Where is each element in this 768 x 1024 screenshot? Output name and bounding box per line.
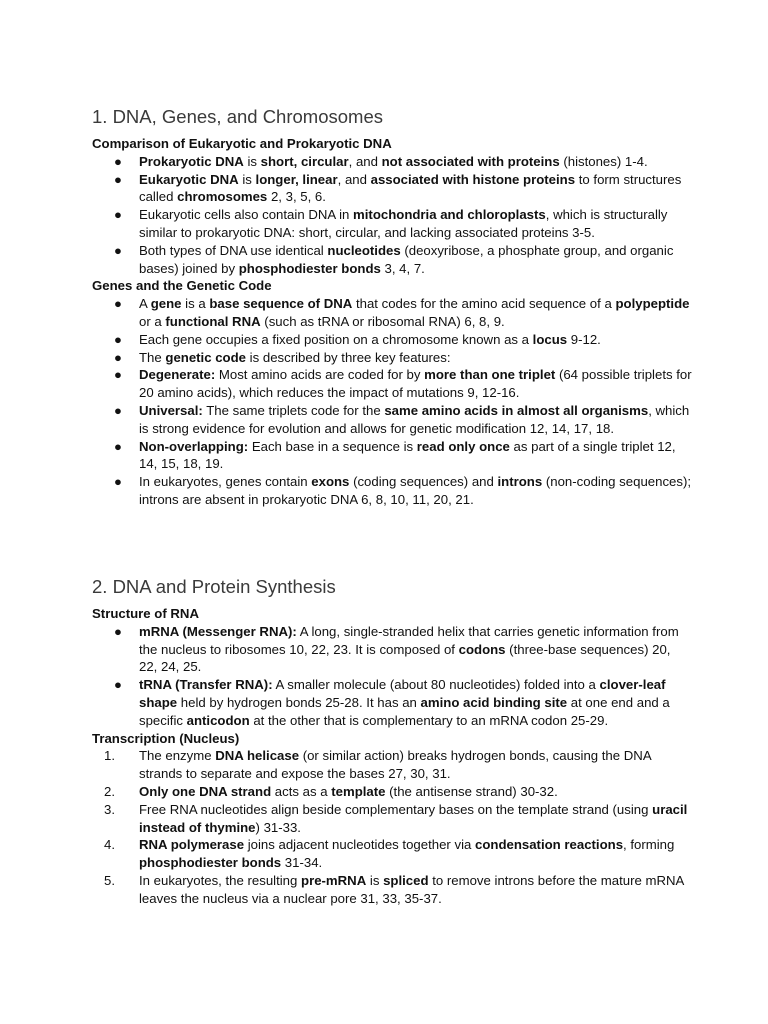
text: is: [366, 872, 384, 888]
text: A smaller molecule (about 80 nucleotides) folded into a: [272, 677, 600, 693]
text: The same triplets code for the: [202, 402, 385, 418]
subsection-rna-structure: [92, 605, 692, 730]
subsection-comparison: [92, 135, 692, 277]
section-dna-protein-synthesis: [92, 575, 692, 908]
bullet-icon: ●: [114, 623, 122, 639]
list-item: [92, 747, 692, 783]
bullet-icon: ●: [114, 171, 122, 187]
text: joins adjacent nucleotides together via: [244, 837, 475, 853]
list-item: [92, 836, 692, 872]
bold-text: chromosomes: [177, 189, 268, 205]
bold-text: short, circular: [260, 153, 349, 169]
bold-text: base sequence of DNA: [209, 296, 353, 312]
text: 31-34.: [281, 855, 323, 871]
list-item: [92, 402, 692, 438]
text: , and: [337, 171, 371, 187]
bold-text: template: [331, 783, 386, 799]
bold-text: same amino acids in almost all organisms: [384, 402, 649, 418]
list-number: 5.: [104, 872, 115, 888]
list-item: [92, 623, 692, 676]
text: (non-coding sequences); introns are absent in prokaryotic DNA 6, 8, 10, 11, 20, 21.: [139, 474, 692, 507]
text: is: [238, 171, 256, 187]
text: The enzyme: [139, 748, 216, 764]
list-item: [92, 206, 692, 242]
text: 9-12.: [567, 331, 601, 347]
bold-text: not associated with proteins: [381, 153, 560, 169]
bullet-icon: ●: [114, 474, 122, 490]
text: (64 possible triplets for 20 amino acids), which reduces the impact of mutations 9, 12-16.: [139, 367, 692, 401]
bold-text: mitochondria and chloroplasts: [353, 207, 546, 223]
bold-text: codons: [458, 641, 506, 657]
text: at one end and a specific: [139, 694, 670, 728]
bold-text: Prokaryotic DNA: [139, 153, 244, 169]
bold-text: polypeptide: [615, 296, 690, 312]
bullet-icon: ●: [114, 349, 122, 365]
bullet-icon: ●: [114, 438, 122, 454]
bold-text: tRNA (Transfer RNA):: [139, 677, 273, 693]
list-item: [92, 872, 692, 908]
text: that codes for the amino acid sequence of a: [352, 296, 616, 312]
subsection-genetic-code: [92, 277, 692, 508]
text: The: [139, 349, 166, 365]
bold-text: DNA helicase: [215, 748, 300, 764]
list-item: [92, 242, 692, 278]
bold-text: mRNA (Messenger RNA):: [139, 623, 297, 639]
list-number: 3.: [104, 801, 115, 817]
list-number: 2.: [104, 783, 115, 799]
text: A long, single-stranded helix that carries genetic information from the nucleus to ribosomes 10, 22, 23. It is composed of: [139, 623, 679, 657]
text: A: [139, 296, 151, 312]
bullet-list: [92, 623, 692, 730]
bold-text: introns: [497, 474, 543, 490]
bold-text: Degenerate:: [139, 367, 216, 383]
section-title: 2. DNA and Protein Synthesis: [92, 576, 336, 597]
text: Each gene occupies a fixed position on a chromosome known as a: [139, 331, 533, 347]
text: at the other that is complementary to an mRNA codon 25-29.: [249, 712, 609, 728]
list-number: 4.: [104, 837, 115, 853]
bold-text: pre-mRNA: [301, 872, 367, 888]
bold-text: phosphodiester bonds: [238, 260, 381, 276]
text: held by hydrogen bonds 25-28. It has an: [177, 694, 421, 710]
text: , and: [348, 153, 382, 169]
text: is a: [181, 296, 210, 312]
bullet-icon: ●: [114, 331, 122, 347]
text: ) 31-33.: [255, 819, 301, 835]
bold-text: condensation reactions: [475, 837, 624, 853]
text: , which is strong evidence for evolution and allows for genetic modification 12, 14, 17, 18.: [139, 402, 690, 436]
section-title: 1. DNA, Genes, and Chromosomes: [92, 106, 383, 127]
bold-text: functional RNA: [165, 313, 261, 329]
bold-text: nucleotides: [327, 242, 401, 258]
text: (deoxyribose, a phosphate group, and organic bases) joined by: [139, 242, 674, 276]
text: (such as tRNA or ribosomal RNA) 6, 8, 9.: [260, 313, 505, 329]
section-dna-genes-chromosomes: [92, 105, 692, 509]
text: Most amino acids are coded for by: [215, 367, 425, 383]
text: (three-base sequences) 20, 22, 24, 25.: [139, 641, 671, 675]
subheading: Structure of RNA: [92, 606, 199, 621]
text: 2, 3, 5, 6.: [267, 189, 326, 205]
bullet-list: [92, 153, 692, 278]
bold-text: Only one DNA strand: [139, 783, 272, 799]
list-item: [92, 366, 692, 402]
bullet-icon: ●: [114, 296, 122, 312]
bold-text: longer, linear: [255, 171, 338, 187]
list-item: [92, 801, 692, 837]
bold-text: amino acid binding site: [420, 694, 568, 710]
list-item: [92, 171, 692, 207]
bullet-icon: ●: [114, 402, 122, 418]
list-item: [92, 438, 692, 474]
text: In eukaryotes, the resulting: [139, 872, 302, 888]
bold-text: phosphodiester bonds: [139, 855, 282, 871]
subheading: Comparison of Eukaryotic and Prokaryotic DNA: [92, 136, 392, 151]
text: or a: [139, 313, 166, 329]
bullet-list: [92, 295, 692, 509]
bold-text: Universal:: [139, 402, 203, 418]
text: Both types of DNA use identical: [139, 242, 328, 258]
list-item: [92, 783, 692, 801]
list-item: [92, 331, 692, 349]
text: In eukaryotes, genes contain: [139, 474, 312, 490]
list-item: [92, 676, 692, 729]
text: acts as a: [271, 783, 332, 799]
text: (coding sequences) and: [349, 474, 498, 490]
numbered-list: [92, 747, 692, 907]
subheading: Genes and the Genetic Code: [92, 278, 272, 294]
list-item: [92, 473, 692, 509]
text: to remove introns before the mature mRNA leaves the nucleus via a nuclear pore 31, 33, 35-37.: [139, 872, 684, 906]
subheading: Transcription (Nucleus): [92, 730, 240, 746]
bullet-icon: ●: [114, 242, 122, 258]
bold-text: Non-overlapping:: [139, 438, 249, 454]
text: , which is structurally similar to prokaryotic DNA: short, circular, and lacking associated proteins 3-5.: [139, 207, 668, 240]
text: Free RNA nucleotides align beside complementary bases on the template strand (using: [139, 801, 653, 817]
list-item: [92, 349, 692, 367]
bold-text: gene: [150, 296, 182, 312]
bullet-icon: ●: [114, 153, 122, 169]
list-item: [92, 153, 692, 171]
text: (or similar action) breaks hydrogen bonds, causing the DNA strands to separate and expose the bases 27, 30, 31.: [139, 748, 651, 782]
bullet-icon: ●: [114, 677, 122, 693]
text: , forming: [623, 837, 675, 853]
text: 3, 4, 7.: [380, 260, 425, 276]
subsection-transcription: [92, 730, 692, 908]
bold-text: read only once: [416, 438, 510, 454]
text: (the antisense strand) 30-32.: [385, 783, 558, 799]
bold-text: RNA polymerase: [139, 837, 245, 853]
text: Each base in a sequence is: [248, 438, 417, 454]
list-number: 1.: [104, 748, 115, 764]
text: to form structures called: [139, 171, 682, 205]
bold-text: more than one triplet: [424, 367, 556, 383]
text: is described by three key features:: [246, 349, 451, 365]
bold-text: Eukaryotic DNA: [139, 171, 239, 187]
bold-text: clover-leaf shape: [139, 677, 666, 710]
text: is: [243, 153, 261, 169]
text: as part of a single triplet 12, 14, 15, 18, 19.: [139, 438, 676, 472]
bullet-icon: ●: [114, 207, 122, 223]
bold-text: spliced: [383, 872, 429, 888]
bold-text: uracil instead of thymine: [139, 801, 688, 835]
bold-text: genetic code: [165, 349, 247, 365]
list-item: [92, 295, 692, 331]
bullet-icon: ●: [114, 367, 122, 383]
text: (histones) 1-4.: [559, 153, 648, 169]
bold-text: anticodon: [186, 712, 250, 728]
text: Eukaryotic cells also contain DNA in: [139, 207, 354, 223]
bold-text: exons: [311, 474, 350, 490]
bold-text: locus: [532, 331, 568, 347]
bold-text: associated with histone proteins: [370, 171, 576, 187]
